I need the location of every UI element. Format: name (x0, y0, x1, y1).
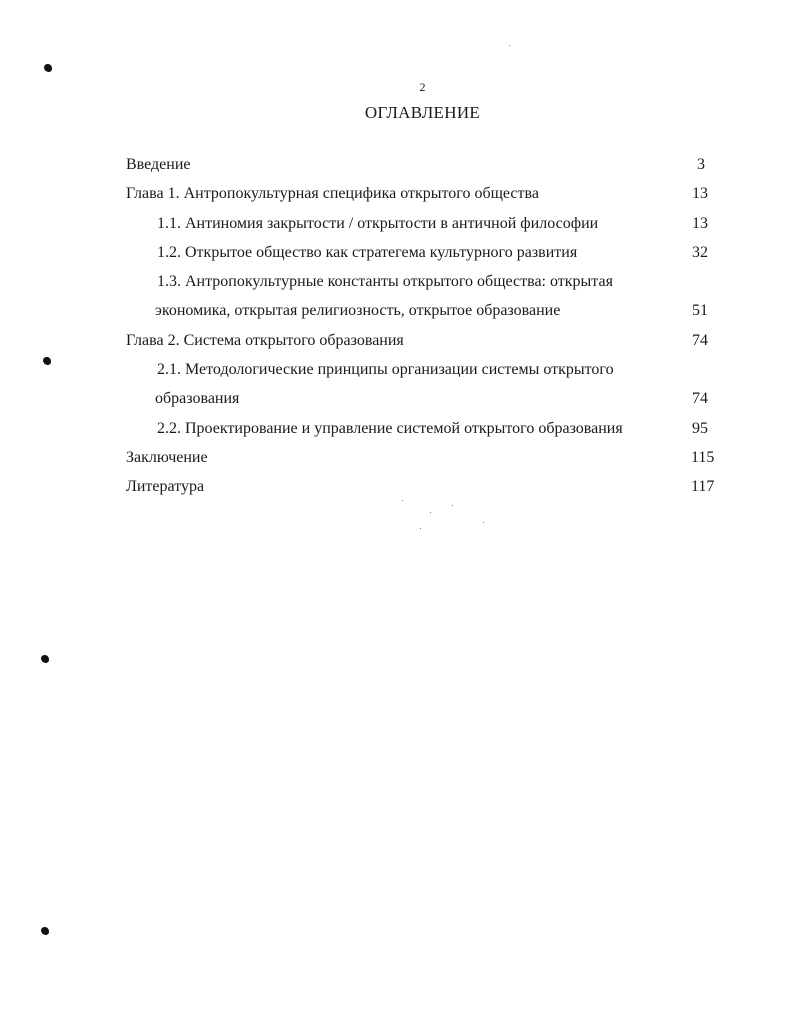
toc-entry-section-2-1-continued (126, 384, 726, 413)
scan-mark (43, 357, 51, 365)
toc-entry-text: 1.3. Антропокультурные константы открытого общества: открытая (157, 273, 613, 291)
scan-mark (41, 927, 49, 935)
scan-speck (452, 505, 453, 506)
scan-mark (44, 64, 52, 72)
scan-speck (430, 512, 431, 513)
toc-entry-chapter-1 (126, 179, 726, 208)
toc-entry-chapter-2 (126, 326, 726, 355)
table-of-contents (126, 150, 726, 502)
toc-entry-text: Заключение (126, 448, 208, 466)
toc-entry-text: 1.2. Открытое общество как стратегема культурного развития (157, 243, 578, 261)
scan-mark (41, 655, 49, 663)
toc-entry-page: 13 (692, 185, 708, 203)
toc-entry-page: 95 (692, 419, 708, 437)
toc-entry-conclusion (126, 443, 726, 472)
toc-entry-text: Введение (126, 156, 191, 173)
toc-entry-text: Глава 2. Система открытого образования (126, 331, 404, 349)
toc-entry-section-1-3 (126, 267, 726, 296)
toc-entry-page: 13 (692, 214, 708, 232)
toc-entry-page: 117 (691, 478, 715, 496)
toc-entry-section-1-1 (126, 209, 726, 238)
toc-entry-section-1-2 (126, 238, 726, 267)
toc-entry-text: образования (155, 390, 240, 408)
toc-entry-page: 32 (692, 243, 708, 261)
page-number: 2 (419, 80, 426, 94)
page-title: ОГЛАВЛЕНИЕ (364, 103, 481, 122)
toc-entry-text: экономика, открытая религиозность, открытое образование (155, 302, 561, 320)
toc-entry-page: 51 (692, 302, 708, 320)
scan-speck (483, 522, 484, 523)
scan-speck (420, 528, 421, 529)
toc-entry-text: Глава 1. Антропокультурная специфика открытого общества (126, 185, 539, 203)
toc-entry-text: Литература (126, 478, 205, 496)
toc-entry-text: 1.1. Антиномия закрытости / открытости в античной философии (157, 214, 599, 232)
toc-entry-page: 3 (697, 156, 705, 173)
toc-entry-references (126, 472, 726, 501)
toc-entry-section-1-3-continued (126, 296, 726, 325)
toc-entry-section-2-2 (126, 414, 726, 443)
toc-entry-section-2-1 (126, 355, 726, 384)
toc-entry-page: 74 (692, 331, 708, 349)
toc-entry-text: 2.2. Проектирование и управление системой открытого образования (157, 419, 623, 437)
toc-entry-text: 2.1. Методологические принципы организации системы открытого (157, 361, 614, 379)
toc-entry-page: 74 (692, 390, 708, 408)
toc-entry-introduction (126, 150, 726, 179)
toc-entry-page: 115 (691, 448, 715, 466)
scan-speck (509, 45, 510, 46)
